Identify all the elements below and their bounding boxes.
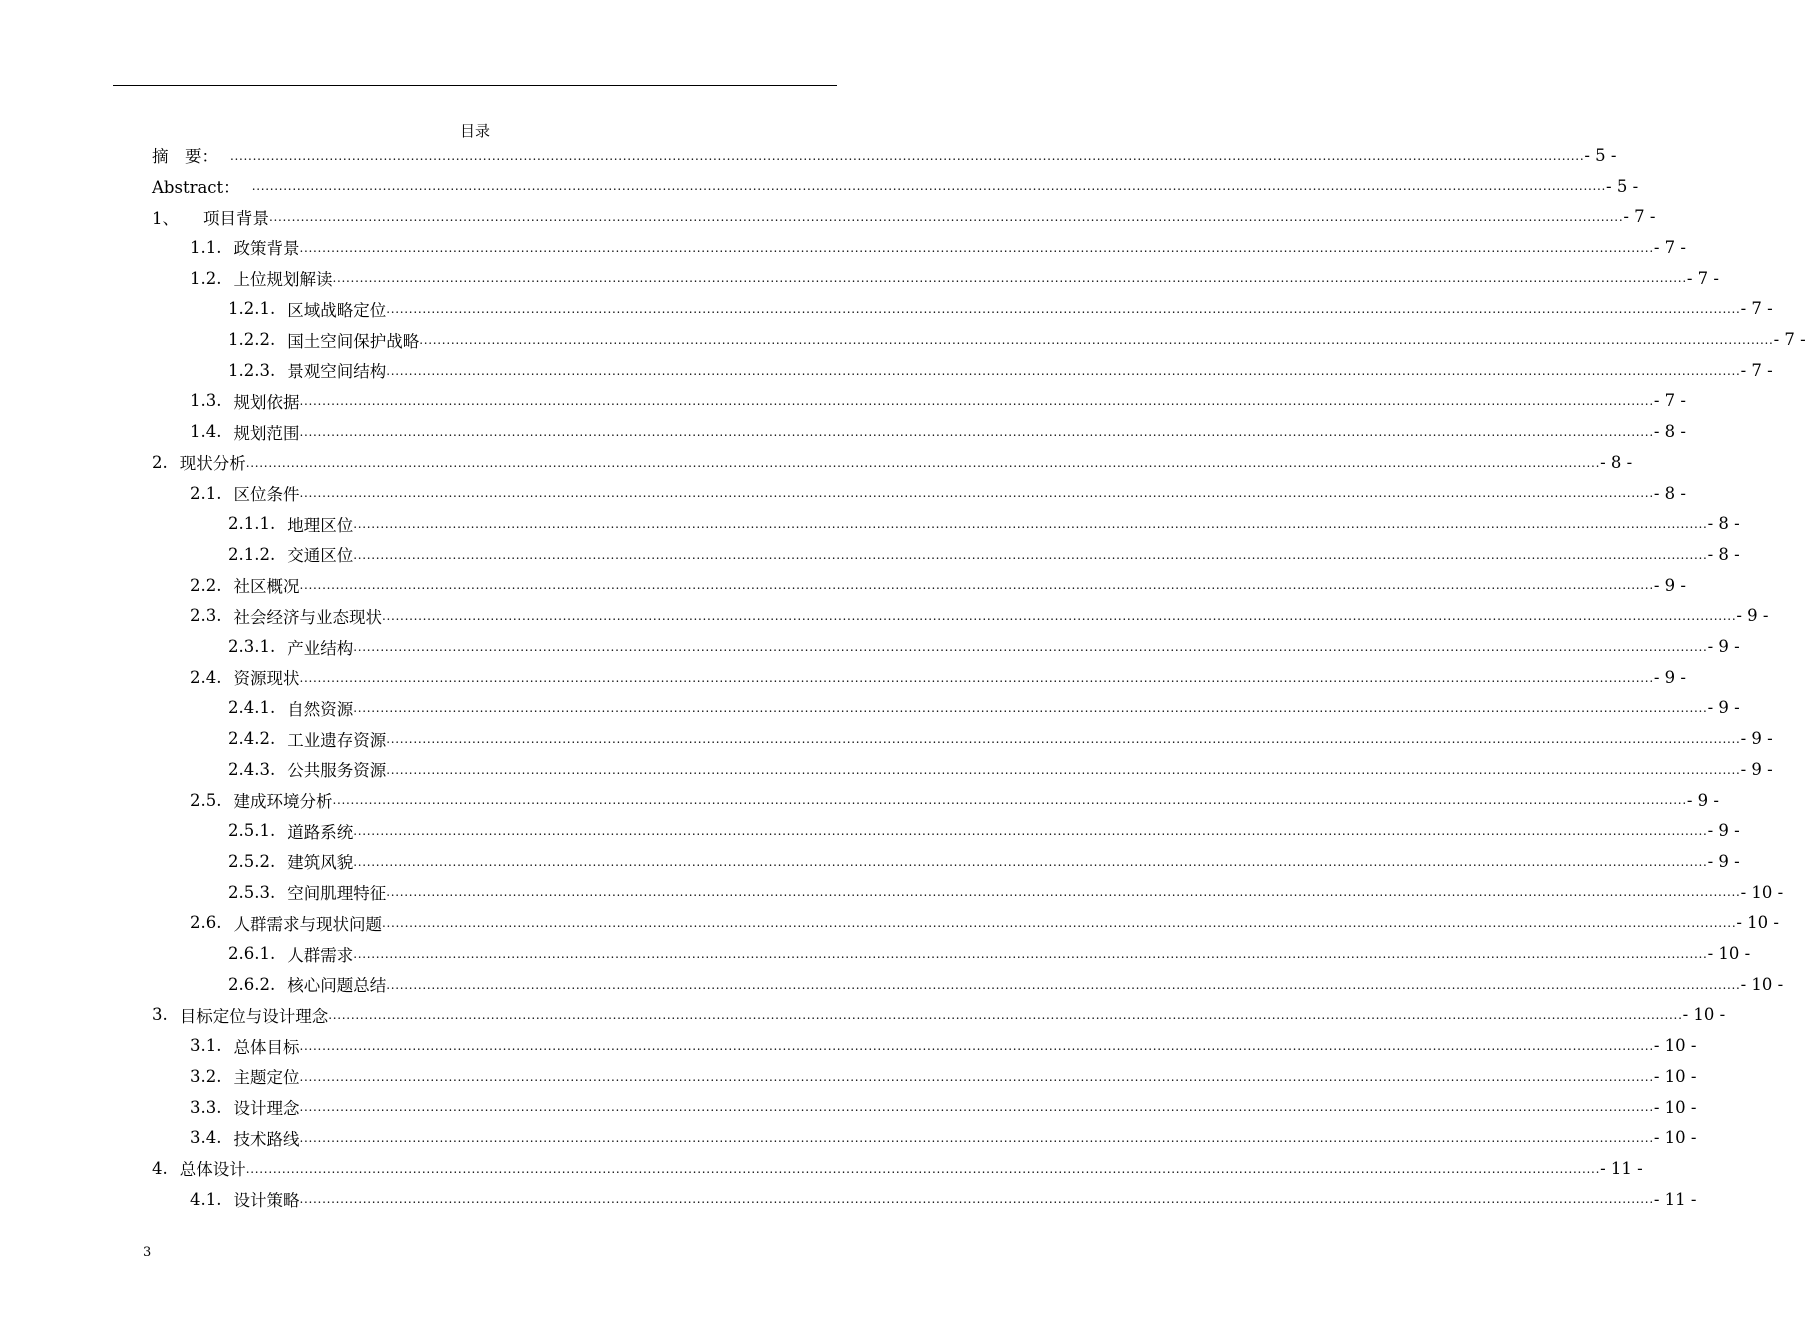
toc-entry-page: - 10 -: [1740, 974, 1784, 994]
toc-entry-number: 1.1.: [190, 237, 222, 257]
toc-entry-page: - 9 -: [1653, 575, 1686, 595]
header-rule: [113, 85, 837, 86]
toc-entry-number: 2.5.3.: [228, 882, 276, 902]
toc-entry-label: 空间肌理特征: [287, 884, 387, 904]
toc-entry-page: - 9 -: [1707, 821, 1740, 841]
toc-entry[interactable]: [190, 1030, 1697, 1061]
toc-dot-leader: ............................................................................................................................................................................................................................................................................................................: [332, 271, 1687, 286]
toc-dot-leader: ............................................................................................................................................................................................................................................................................................................: [386, 885, 1741, 900]
toc-entry-number: 2.6.: [190, 913, 222, 933]
toc-entry[interactable]: [152, 1000, 1726, 1031]
toc-entry[interactable]: [152, 1153, 1643, 1184]
toc-dot-leader: ............................................................................................................................................................................................................................................................................................................: [353, 946, 1708, 961]
toc-dot-leader: ............................................................................................................................................................................................................................................................................................................: [299, 486, 1654, 501]
toc-entry[interactable]: [190, 1092, 1697, 1123]
toc-entry-label: 规划范围: [233, 423, 300, 443]
page-number: 3: [143, 1245, 152, 1260]
toc-entry[interactable]: [228, 508, 1740, 539]
toc-entry-page: - 7 -: [1653, 391, 1686, 411]
toc-entry-number: 3.: [152, 1005, 168, 1025]
toc-dot-leader: ............................................................................................................................................................................................................................................................................................................: [230, 148, 1585, 163]
toc-entry-page: - 10 -: [1653, 1097, 1697, 1117]
toc-entry[interactable]: [190, 232, 1686, 263]
toc-entry[interactable]: [190, 662, 1686, 693]
toc-entry-page: - 7 -: [1653, 237, 1686, 257]
toc-entry-number: 2.4.2.: [228, 729, 276, 749]
toc-entry-label: 总体目标: [233, 1037, 300, 1057]
toc-dot-leader: ............................................................................................................................................................................................................................................................................................................: [299, 670, 1654, 685]
toc-dot-leader: ............................................................................................................................................................................................................................................................................................................: [353, 517, 1708, 532]
toc-entry-label: 公共服务资源: [287, 761, 387, 781]
toc-entry-number: 2.6.1.: [228, 944, 276, 964]
toc-entry[interactable]: [190, 416, 1686, 447]
toc-entry[interactable]: [190, 570, 1686, 601]
toc-entry-label: 建筑风貌: [287, 853, 354, 873]
toc-entry-label: 总体设计: [179, 1160, 246, 1180]
toc-entry-number: 2.4.1.: [228, 698, 276, 718]
toc-entry[interactable]: [152, 140, 1617, 171]
toc-entry-number: 1.4.: [190, 422, 222, 442]
toc-entry-label: 设计策略: [233, 1191, 300, 1211]
toc-entry-label: 政策背景: [233, 239, 300, 259]
toc-entry[interactable]: [228, 355, 1773, 386]
toc-entry-number: 2.3.1.: [228, 637, 276, 657]
toc-dot-leader: ............................................................................................................................................................................................................................................................................................................: [382, 609, 1737, 624]
toc-entry-number: 2.3.: [190, 606, 222, 626]
toc-entry[interactable]: [190, 1122, 1697, 1153]
toc-entry-page: - 7 -: [1740, 299, 1773, 319]
toc-entry-number: 1.2.3.: [228, 360, 276, 380]
toc-entry[interactable]: [190, 1184, 1697, 1215]
toc-entry-label: 目标定位与设计理念: [179, 1006, 329, 1026]
toc-entry-label: 社区概况: [233, 577, 300, 597]
toc-entry-page: - 10 -: [1740, 882, 1784, 902]
toc-entry-page: - 8 -: [1653, 483, 1686, 503]
toc-dot-leader: ............................................................................................................................................................................................................................................................................................................: [299, 1069, 1654, 1084]
toc-entry-page: - 9 -: [1736, 606, 1769, 626]
toc-entry-page: - 10 -: [1653, 1036, 1697, 1056]
toc-entry-page: - 8 -: [1653, 422, 1686, 442]
toc-entry-number: 1.2.1.: [228, 299, 276, 319]
toc-dot-leader: ............................................................................................................................................................................................................................................................................................................: [332, 793, 1687, 808]
toc-dot-leader: ............................................................................................................................................................................................................................................................................................................: [386, 302, 1741, 317]
toc-entry-number: 4.1.: [190, 1189, 222, 1209]
toc-entry-label: 主题定位: [233, 1068, 300, 1088]
toc-dot-leader: ............................................................................................................................................................................................................................................................................................................: [353, 854, 1708, 869]
toc-entry-page: - 10 -: [1653, 1128, 1697, 1148]
toc-dot-leader: ............................................................................................................................................................................................................................................................................................................: [386, 731, 1741, 746]
toc-dot-leader: ............................................................................................................................................................................................................................................................................................................: [353, 547, 1708, 562]
toc-entry-page: - 7 -: [1773, 330, 1806, 350]
toc-entry-page: - 7 -: [1686, 268, 1719, 288]
toc-dot-leader: ............................................................................................................................................................................................................................................................................................................: [299, 578, 1654, 593]
toc-entry-number: 2.2.: [190, 575, 222, 595]
toc-entry[interactable]: [228, 846, 1740, 877]
toc-entry-label: 核心问题总结: [287, 976, 387, 996]
toc-entry-label: 工业遗存资源: [287, 730, 387, 750]
toc-entry-number: 摘 要：: [152, 147, 218, 167]
toc-entry-label: 建成环境分析: [233, 792, 333, 812]
toc-dot-leader: ............................................................................................................................................................................................................................................................................................................: [245, 1161, 1601, 1176]
toc-entry[interactable]: [152, 447, 1633, 478]
toc-entry[interactable]: [228, 723, 1773, 754]
toc-dot-leader: ............................................................................................................................................................................................................................................................................................................: [353, 824, 1708, 839]
toc-entry-page: - 7 -: [1623, 207, 1656, 227]
toc-entry-number: 2.4.: [190, 667, 222, 687]
toc-entry-page: - 10 -: [1707, 944, 1751, 964]
toc-dot-leader: ............................................................................................................................................................................................................................................................................................................: [245, 455, 1601, 470]
toc-entry-label: 资源现状: [233, 669, 300, 689]
toc-entry-page: - 7 -: [1740, 360, 1773, 380]
toc-entry-number: Abstract：: [152, 178, 240, 198]
toc-entry-number: 1.2.: [190, 268, 222, 288]
toc-dot-leader: ............................................................................................................................................................................................................................................................................................................: [251, 179, 1607, 194]
toc-dot-leader: ............................................................................................................................................................................................................................................................................................................: [353, 701, 1708, 716]
toc-title: 目录: [459, 122, 490, 140]
toc-entry-page: - 9 -: [1707, 851, 1740, 871]
toc-entry-page: - 9 -: [1740, 729, 1773, 749]
toc-dot-leader: ............................................................................................................................................................................................................................................................................................................: [299, 1038, 1654, 1053]
toc-entry-number: 3.4.: [190, 1128, 222, 1148]
toc-entry-page: - 11 -: [1653, 1189, 1697, 1209]
toc-entry-number: 2.4.3.: [228, 759, 276, 779]
toc-entry[interactable]: [190, 785, 1719, 816]
toc-entry-label: 地理区位: [287, 515, 354, 535]
toc-entry-label: 道路系统: [287, 822, 354, 842]
toc-entry-page: - 5 -: [1584, 145, 1617, 165]
toc-entry-label: 区位条件: [233, 485, 300, 505]
toc-entry-label: 社会经济与业态现状: [233, 607, 382, 627]
toc-entry[interactable]: [228, 693, 1740, 724]
toc-entry-label: 人群需求: [287, 945, 354, 965]
toc-entry-number: 3.1.: [190, 1036, 222, 1056]
toc-entry-number: 2.1.: [190, 483, 222, 503]
toc-entry-number: 1.2.2.: [228, 330, 276, 350]
toc-entry-page: - 8 -: [1707, 544, 1740, 564]
toc-entry-page: - 9 -: [1707, 637, 1740, 657]
toc-dot-leader: ............................................................................................................................................................................................................................................................................................................: [386, 762, 1741, 777]
toc-entry[interactable]: [228, 631, 1740, 662]
toc-entry[interactable]: [228, 877, 1784, 908]
toc-entry[interactable]: [228, 815, 1740, 846]
toc-entry-page: - 5 -: [1606, 176, 1639, 196]
toc-dot-leader: ............................................................................................................................................................................................................................................................................................................: [419, 332, 1774, 347]
toc-entry-label: 区域战略定位: [287, 300, 387, 320]
toc-entry[interactable]: [228, 754, 1773, 785]
toc-entry[interactable]: [190, 263, 1719, 294]
toc-entry-label: 产业结构: [287, 638, 354, 658]
toc-entry-label: 设计理念: [233, 1099, 300, 1119]
toc-entry-label: 现状分析: [179, 454, 246, 474]
toc-entry[interactable]: [152, 201, 1656, 232]
toc-entry[interactable]: [152, 171, 1639, 202]
toc-dot-leader: ............................................................................................................................................................................................................................................................................................................: [328, 1008, 1683, 1023]
toc-entry-page: - 10 -: [1736, 913, 1779, 933]
toc-entry-page: - 11 -: [1600, 1158, 1643, 1178]
toc-entry-label: 国土空间保护战略: [287, 331, 420, 351]
toc-entry-number: 3.2.: [190, 1066, 222, 1086]
toc-entry[interactable]: [228, 294, 1773, 325]
toc-entry-label: 人群需求与现状问题: [233, 914, 382, 934]
toc-entry-number: 2.: [152, 452, 168, 472]
toc-entry-number: 2.6.2.: [228, 974, 276, 994]
toc-entry-number: 3.3.: [190, 1097, 222, 1117]
toc-dot-leader: ............................................................................................................................................................................................................................................................................................................: [299, 424, 1654, 439]
toc-entry[interactable]: [190, 908, 1779, 939]
toc-entry-label: 自然资源: [287, 699, 354, 719]
toc-entry[interactable]: [190, 1061, 1697, 1092]
toc-entry[interactable]: [190, 601, 1769, 632]
toc-entry[interactable]: [190, 386, 1686, 417]
toc-entry[interactable]: [228, 938, 1751, 969]
toc-entry-label: 规划依据: [233, 392, 300, 412]
toc-entry-page: - 9 -: [1707, 698, 1740, 718]
toc-dot-leader: ............................................................................................................................................................................................................................................................................................................: [299, 240, 1654, 255]
toc-entry-number: 2.5.: [190, 790, 222, 810]
toc-entry-page: - 10 -: [1682, 1005, 1726, 1025]
toc-dot-leader: ............................................................................................................................................................................................................................................................................................................: [269, 210, 1624, 225]
toc-entry-number: 1.3.: [190, 391, 222, 411]
toc-dot-leader: ............................................................................................................................................................................................................................................................................................................: [386, 363, 1741, 378]
toc-entry[interactable]: [228, 324, 1806, 355]
toc-entry-number: 1、: [152, 208, 179, 228]
toc-entry-number: 2.1.2.: [228, 544, 276, 564]
toc-entry-number: 2.1.1.: [228, 514, 276, 534]
toc-entry-label: 交通区位: [287, 546, 354, 566]
toc-entry-label: 项目背景: [203, 208, 269, 228]
toc-entry-page: - 8 -: [1600, 452, 1633, 472]
toc-entry-label: 技术路线: [233, 1129, 300, 1149]
toc-entry-number: 2.5.2.: [228, 851, 276, 871]
toc-entry-page: - 10 -: [1653, 1066, 1697, 1086]
toc-dot-leader: ............................................................................................................................................................................................................................................................................................................: [386, 977, 1741, 992]
toc-entry-number: 4.: [152, 1158, 168, 1178]
toc-entry-page: - 9 -: [1740, 759, 1773, 779]
toc-entry-page: - 8 -: [1707, 514, 1740, 534]
toc-entry[interactable]: [228, 969, 1784, 1000]
toc-entry-page: - 9 -: [1686, 790, 1719, 810]
toc-entry-label: 上位规划解读: [233, 270, 333, 290]
toc-dot-leader: ............................................................................................................................................................................................................................................................................................................: [382, 916, 1737, 931]
toc-entry-number: 2.5.1.: [228, 821, 276, 841]
toc-entry[interactable]: [228, 539, 1740, 570]
toc-dot-leader: ............................................................................................................................................................................................................................................................................................................: [299, 1192, 1654, 1207]
toc-dot-leader: ............................................................................................................................................................................................................................................................................................................: [299, 1100, 1654, 1115]
toc-entry-label: 景观空间结构: [287, 362, 387, 382]
toc-dot-leader: ............................................................................................................................................................................................................................................................................................................: [299, 1131, 1654, 1146]
toc-dot-leader: ............................................................................................................................................................................................................................................................................................................: [299, 394, 1654, 409]
toc-entry[interactable]: [190, 478, 1686, 509]
toc-dot-leader: ............................................................................................................................................................................................................................................................................................................: [353, 639, 1708, 654]
toc-entry-page: - 9 -: [1653, 667, 1686, 687]
